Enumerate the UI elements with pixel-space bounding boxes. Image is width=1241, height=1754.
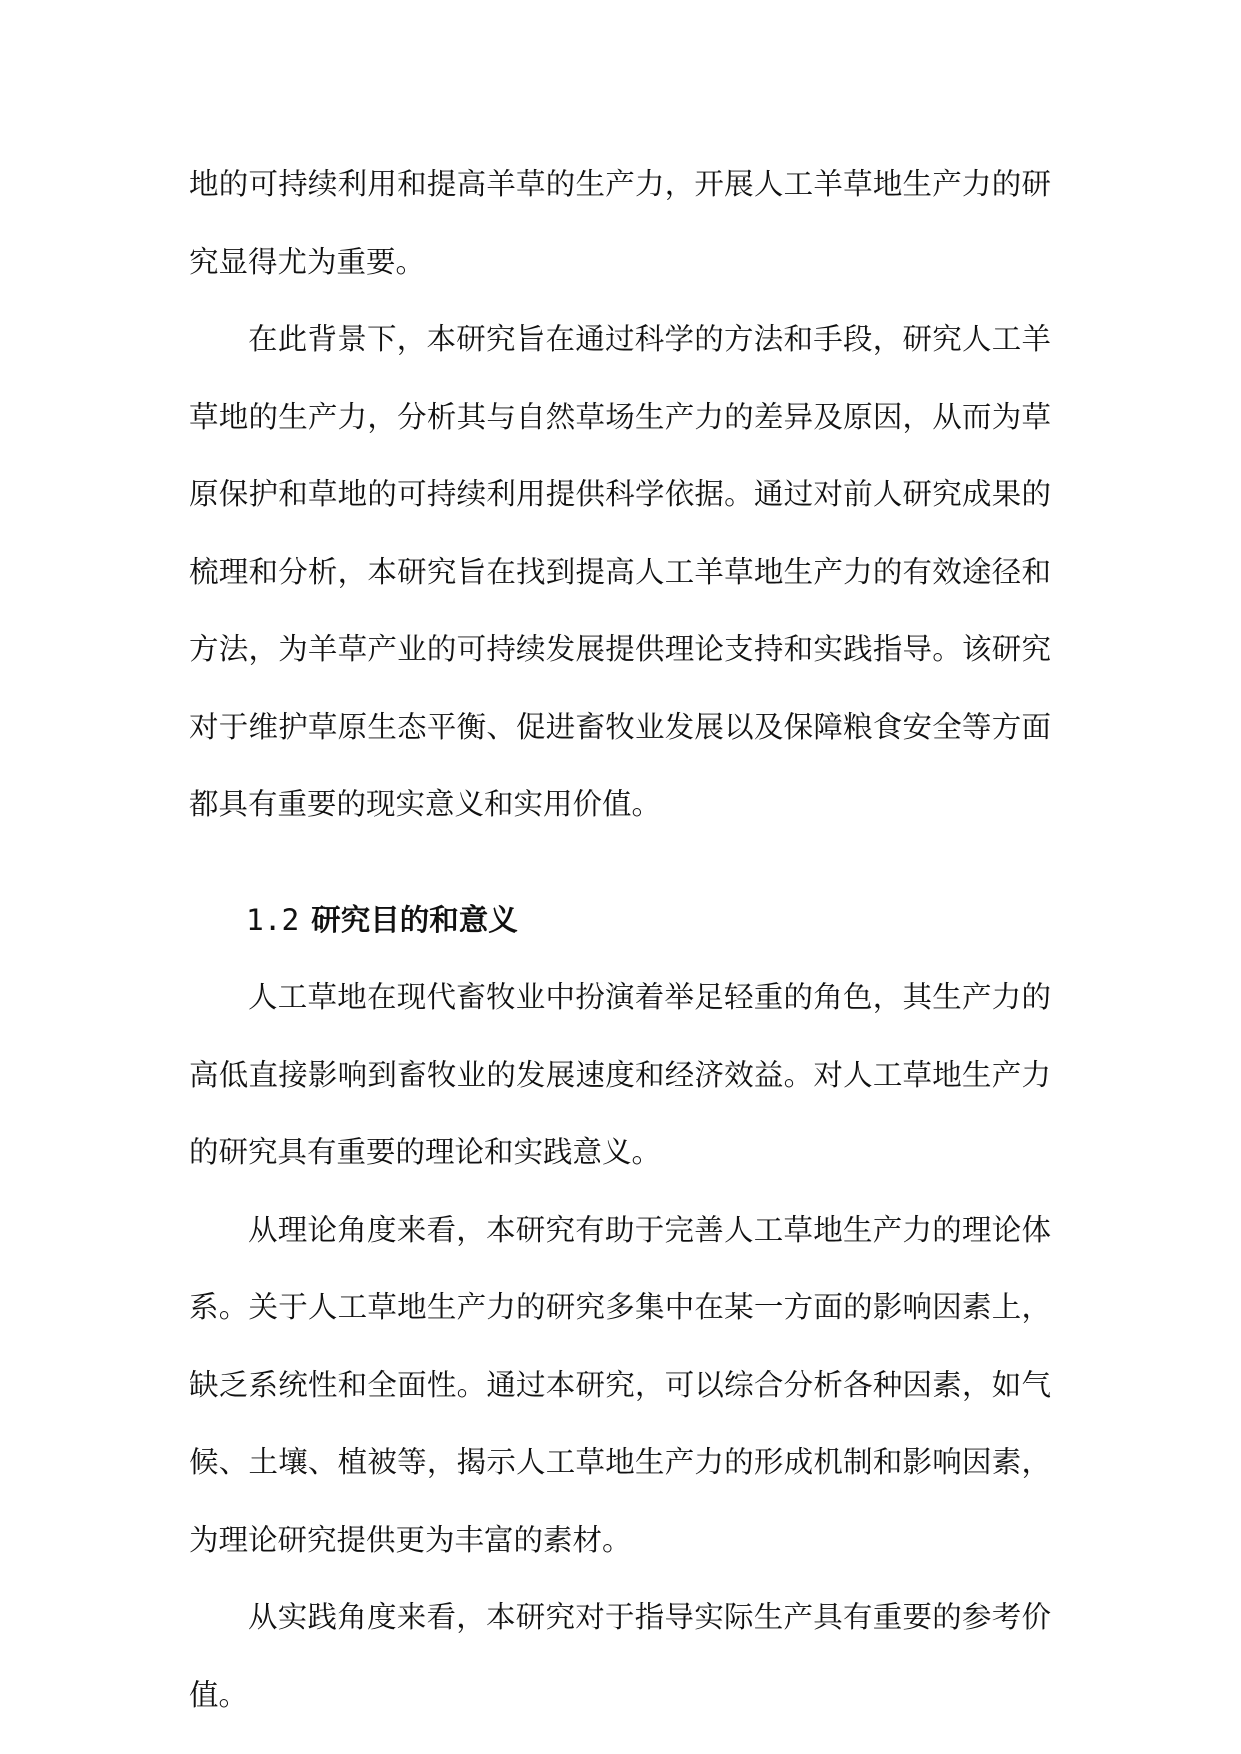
section-heading (189, 881, 1051, 960)
paragraph-continuation: 地的可持续利用和提高羊草的生产力，开展人工羊草地生产力的研究显得尤为重要。 (189, 167, 1051, 279)
paragraph-background: 在此背景下，本研究旨在通过科学的方法和手段，研究人工羊草地的生产力，分析其与自然草场生产力的差异及原因，从而为草原保护和草地的可持续利用提供科学依据。通过对前人研究成果的梳理和分析，本研究旨在找到提高人工羊草地生产力的有效途径和方法，为羊草产业的可持续发展提供理论支持和实践指导。该研究对于维护草原生态平衡、促进畜牧业发展以及保障粮食安全等方面都具有重要的现实意义和实用价值。 (189, 322, 1051, 821)
paragraph-practice: 从实践角度来看，本研究对于指导实际生产具有重要的参考价值。 (189, 1600, 1051, 1712)
document-body (189, 146, 1051, 1734)
paragraph-theory: 从理论角度来看，本研究有助于完善人工草地生产力的理论体系。关于人工草地生产力的研究多集中在某一方面的影响因素上，缺乏系统性和全面性。通过本研究，可以综合分析各种因素，如气候、土壤、植被等，揭示人工草地生产力的形成机制和影响因素，为理论研究提供更为丰富的素材。 (189, 1212, 1051, 1557)
section-title: 研究目的和意义 (311, 901, 518, 937)
paragraph-role: 人工草地在现代畜牧业中扮演着举足轻重的角色，其生产力的高低直接影响到畜牧业的发展速度和经济效益。对人工草地生产力的研究具有重要的理论和实践意义。 (189, 980, 1051, 1169)
section-number: 1.2 (246, 902, 300, 937)
